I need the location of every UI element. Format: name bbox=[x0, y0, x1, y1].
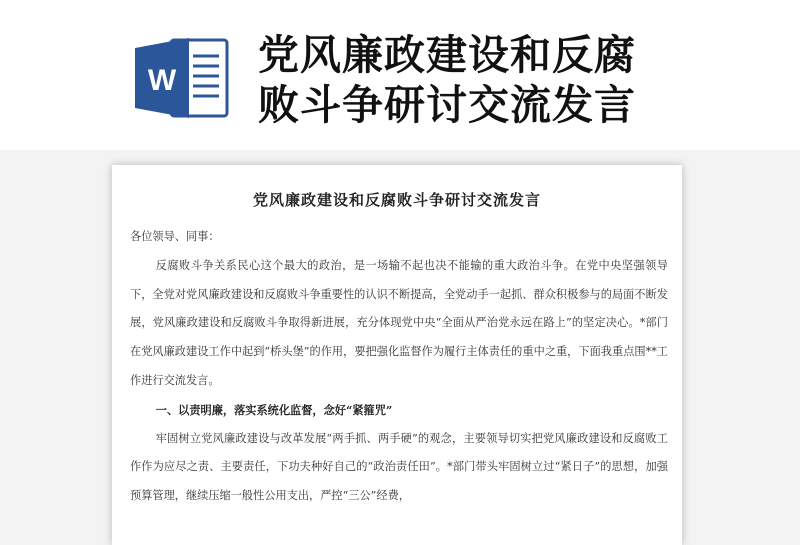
word-logo-letter: W bbox=[147, 64, 177, 97]
page-title-line2: 败斗争研讨交流发言 bbox=[258, 81, 636, 129]
page-title bbox=[258, 30, 778, 130]
document-page bbox=[112, 165, 682, 545]
section-heading-1: 一、以责明廉，落实系统化监督，念好“紧箍咒” bbox=[155, 402, 393, 417]
salutation: 各位领导、同事： bbox=[130, 230, 220, 243]
document-title: 党风廉政建设和反腐败斗争研讨交流发言 bbox=[252, 191, 541, 209]
document-body bbox=[130, 223, 668, 511]
word-document-icon bbox=[135, 36, 231, 120]
banner bbox=[0, 0, 800, 150]
paragraph-1: 反腐败斗争关系民心这个最大的政治，是一场输不起也决不能输的重大政治斗争。在党中央坚强领导下，全党对党风廉政建设和反腐败斗争重要性的认识不断提高，全党动手一起抓、群众积极参与的局面不断发展，党风廉政建设和反腐败斗争取得新进展，充分体现党中央“全面从严治党永远在路上”的坚定决心。*部门在党风廉政建设工作中起到“桥头堡”的作用，要把强化监督作为履行主体责任的重中之重，下面我重点围**工作进行交流发言。 bbox=[130, 258, 668, 387]
page-title-line1: 党风廉政建设和反腐 bbox=[258, 31, 636, 79]
paragraph-2: 牢固树立党风廉政建设与改革发展“两手抓、两手硬”的观念，主要领导切实把党风廉政建设和反腐败工作作为应尽之责、主要责任，下功夫种好自己的“政治责任田”。*部门带头牢固树立过“紧日子”的思想，加强预算管理，继续压缩一般性公用支出，严控“三公”经费， bbox=[130, 431, 668, 503]
